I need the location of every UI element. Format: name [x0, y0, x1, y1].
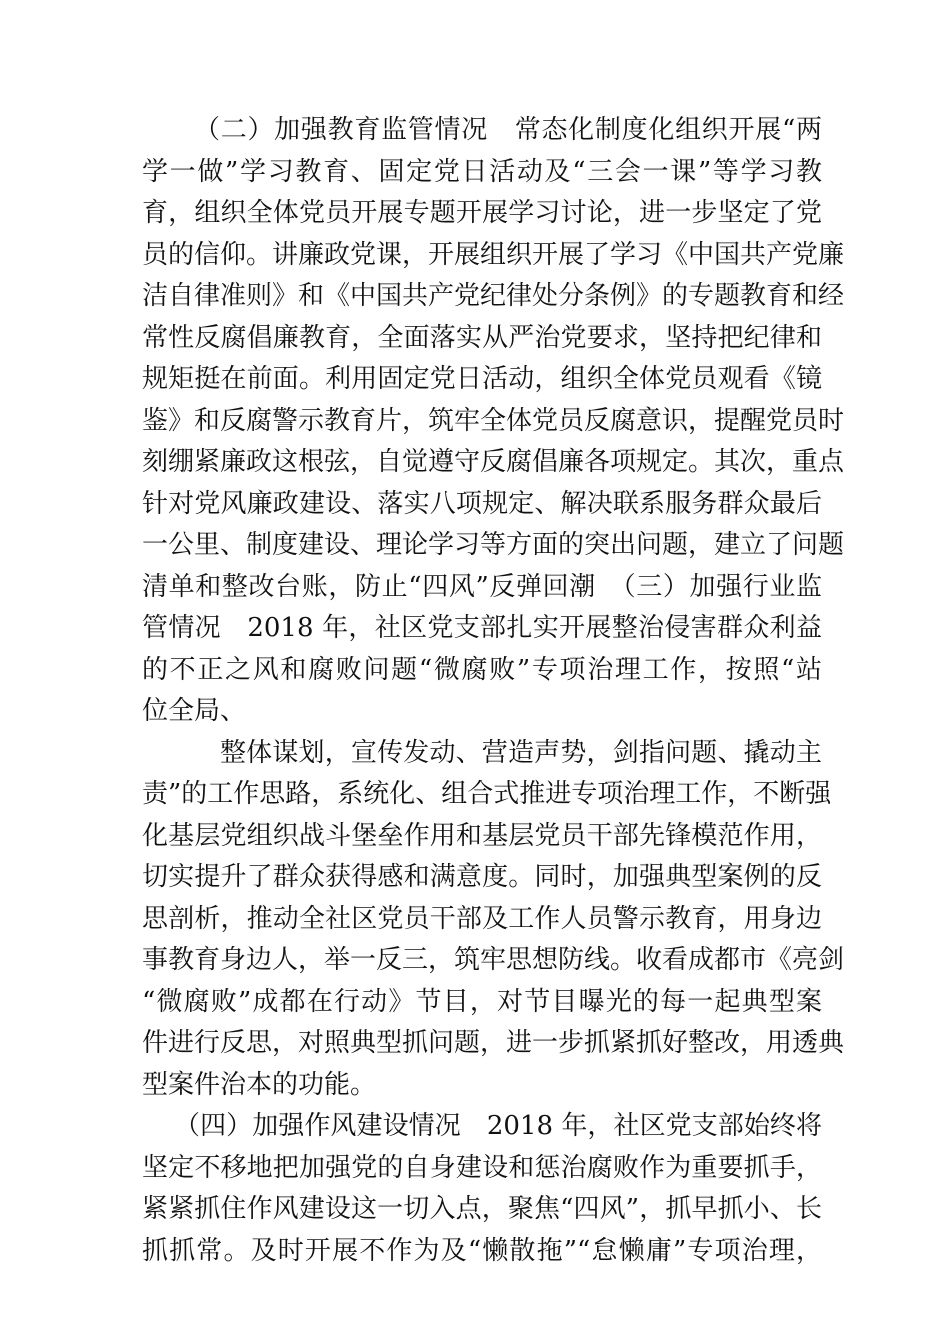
text-line: 学一做”学习教育、固定党日活动及“三会一课”等学习教 — [142, 156, 822, 187]
text-line: 员的信仰。讲廉政党课，开展组织开展了学习《中国共产党廉 — [142, 239, 845, 270]
text-line: 思剖析，推动全社区党员干部及工作人员警示教育，用身边 — [142, 903, 822, 934]
text-line: 鉴》和反腐警示教育片，筑牢全体党员反腐意识，提醒党员时 — [142, 405, 845, 436]
text-line: 事教育身边人，举一反三，筑牢思想防线。收看成都市《亮剑 — [142, 945, 845, 975]
text-line: 的不正之风和腐败问题“微腐败”专项治理工作，按照“站 — [142, 654, 822, 685]
text-line: 规矩挺在前面。利用固定党日活动，组织全体党员观看《镜 — [142, 364, 822, 394]
text-line: “微腐败”成都在行动》节目，对节目曝光的每一起典型案 — [142, 986, 822, 1017]
text-line: 清单和整改台账，防止“四风”反弹回潮 （三）加强行业监 — [142, 571, 822, 602]
text-line: 一公里、制度建设、理论学习等方面的突出问题，建立了问题 — [142, 530, 845, 560]
text-line: （二）加强教育监管情况 常态化制度化组织开展“两 — [194, 115, 822, 145]
text-line: 洁自律准则》和《中国共产党纪律处分条例》的专题教育和经 — [142, 281, 845, 311]
text-line: 紧紧抓住作风建设这一切入点，聚焦“四风”，抓早抓小、长 — [142, 1194, 822, 1224]
text-line: 坚定不移地把加强党的自身建设和惩治腐败作为重要抓手， — [142, 1152, 822, 1183]
text-line: 常性反腐倡廉教育，全面落实从严治党要求，坚持把纪律和 — [142, 322, 822, 353]
text-line: 化基层党组织战斗堡垒作用和基层党员干部先锋模范作用， — [142, 820, 822, 851]
text-line: 责”的工作思路，系统化、组合式推进专项治理工作，不断强 — [142, 779, 832, 809]
text-line: 件进行反思，对照典型抓问题，进一步抓紧抓好整改，用透典 — [142, 1028, 845, 1058]
text-line: 育，组织全体党员开展专题开展学习讨论，进一步坚定了党 — [142, 198, 822, 228]
text-line: 刻绷紧廉政这根弦，自觉遵守反腐倡廉各项规定。其次，重点 — [142, 447, 845, 477]
text-line: 切实提升了群众获得感和满意度。同时，加强典型案例的反 — [142, 862, 822, 892]
text-line: 针对党风廉政建设、落实八项规定、解决联系服务群众最后 — [142, 488, 822, 519]
text-line: 管情况 2018 年，社区党支部扎实开展整治侵害群众利益 — [142, 613, 822, 643]
text-line: 整体谋划，宣传发动、营造声势，剑指问题、撬动主 — [220, 737, 822, 768]
text-line: 抓抓常。及时开展不作为及“懒散拖”“怠懒庸”专项治理， — [142, 1235, 822, 1266]
text-line: 型案件治本的功能。 — [142, 1069, 377, 1100]
text-line: （四）加强作风建设情况 2018 年，社区党支部始终将 — [174, 1111, 822, 1141]
text-line: 位全局、 — [142, 696, 247, 726]
document-body — [142, 110, 845, 1272]
